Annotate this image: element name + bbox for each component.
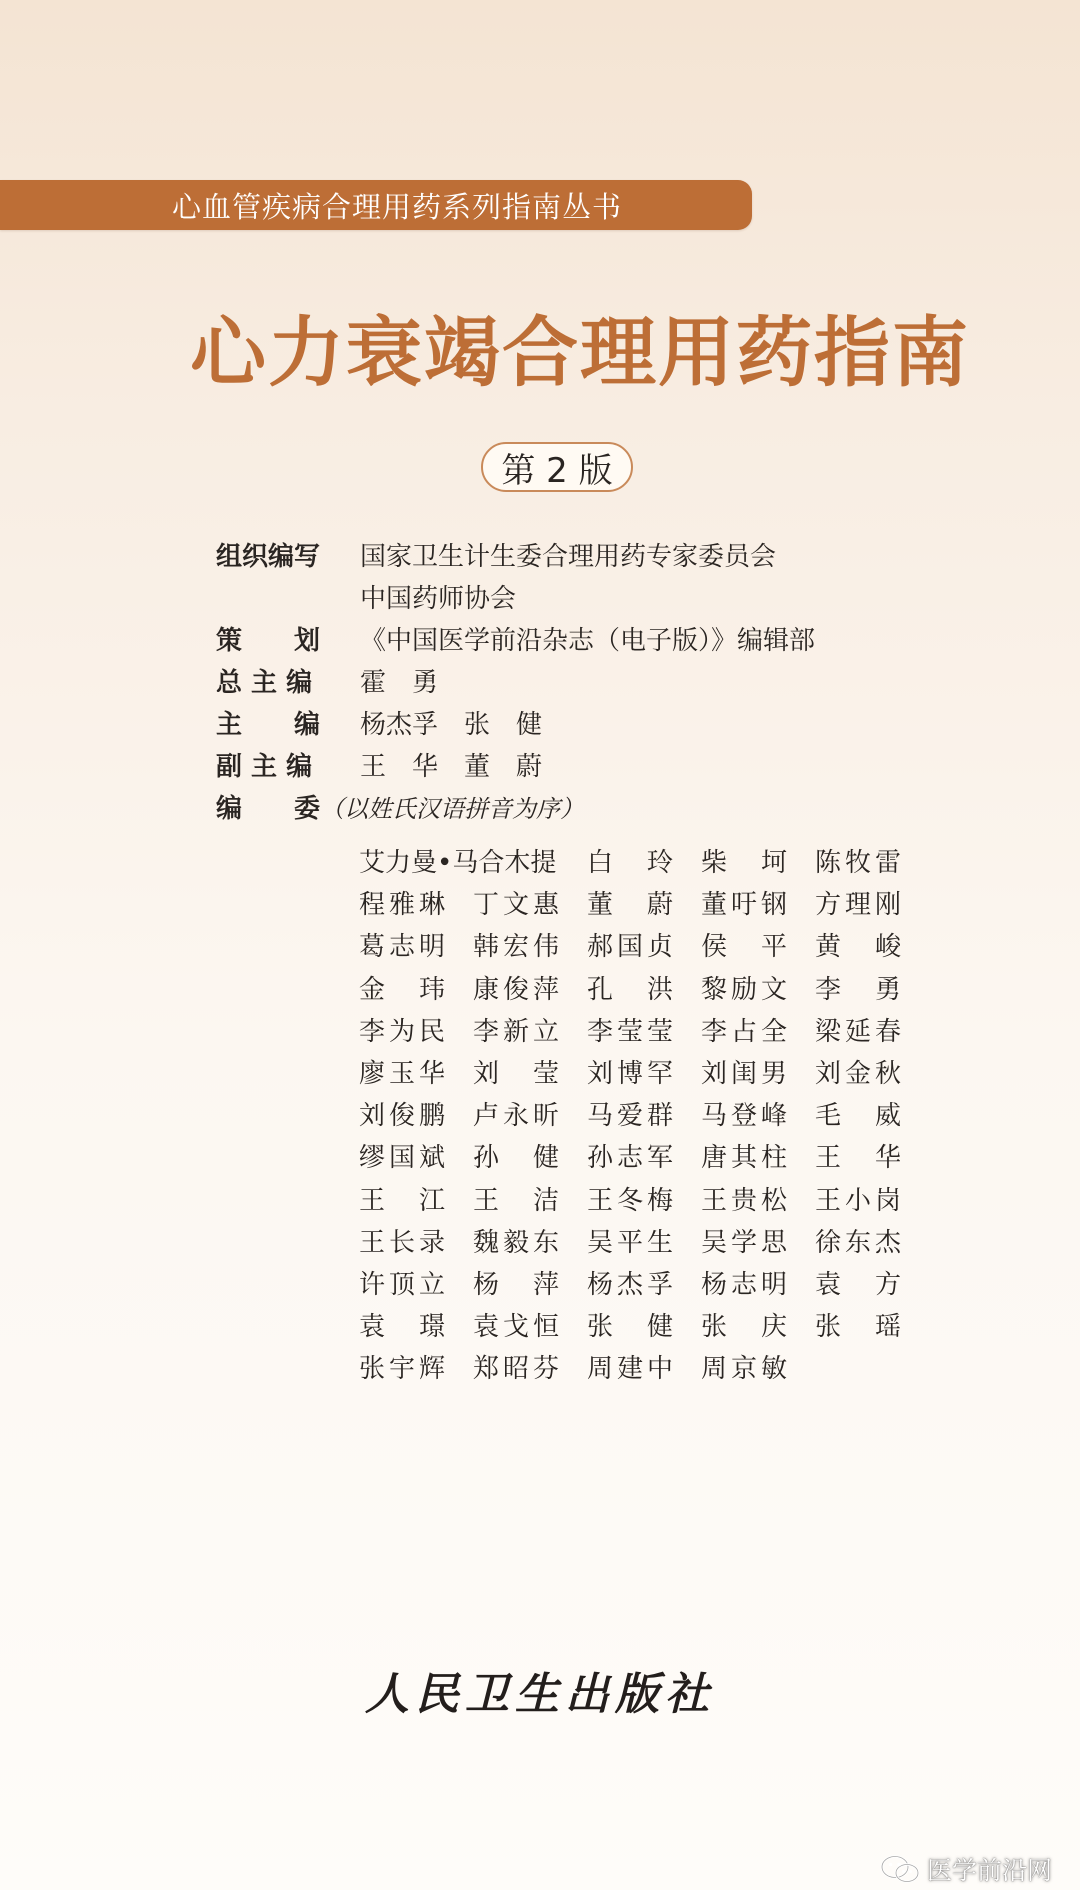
committee-member: 黎励文 <box>701 974 787 1005</box>
committee-member: 廖玉华 <box>359 1058 445 1089</box>
committee-member: 孔 洪 <box>587 974 673 1005</box>
committee-member: 王长录 <box>359 1227 445 1258</box>
committee-member: 王小岗 <box>815 1185 901 1216</box>
committee-member: 白 玲 <box>587 848 673 878</box>
committee-member: 王 华 <box>815 1143 901 1174</box>
committee-member: 王 洁 <box>473 1185 559 1216</box>
committee-member: 杨 萍 <box>473 1269 559 1300</box>
chief-editor-value: 霍 勇 <box>360 668 439 698</box>
committee-member: 康俊萍 <box>473 974 559 1005</box>
committee-member: 吴学思 <box>701 1227 787 1258</box>
committee-member: 刘金秋 <box>815 1058 901 1089</box>
committee-member: 侯 平 <box>701 932 787 963</box>
wechat-icon <box>879 1854 921 1884</box>
editors-value: 杨杰孚 张 健 <box>360 710 543 740</box>
credit-chief-editor <box>216 662 976 704</box>
committee-members-grid <box>359 842 929 1390</box>
publisher-logo: 人民卫生出版社 <box>365 1669 715 1720</box>
committee-member: 唐其柱 <box>701 1143 787 1174</box>
committee-member: 孙志军 <box>587 1143 673 1174</box>
committee-note: （以姓氏汉语拼音为序） <box>320 795 585 823</box>
credits-block <box>216 536 976 830</box>
committee-member: 刘闺男 <box>701 1058 787 1089</box>
credit-planning <box>216 620 976 662</box>
committee-member: 艾力曼•马合木提 <box>359 848 557 878</box>
committee-member: 黄 峻 <box>815 932 901 963</box>
credit-organizer-continued <box>216 578 976 620</box>
committee-member: 袁戈恒 <box>473 1312 559 1343</box>
chief-editor-label: 总 主 编 <box>216 668 313 698</box>
committee-member: 毛 威 <box>815 1101 901 1132</box>
committee-member: 魏毅东 <box>473 1227 559 1258</box>
committee-member: 张 瑶 <box>815 1312 901 1343</box>
edition-badge: 第 2 版 <box>481 442 633 492</box>
committee-member: 李为民 <box>359 1016 445 1047</box>
series-label: 心血管疾病合理用药系列指南丛书 <box>172 189 623 224</box>
committee-member: 刘 莹 <box>473 1058 559 1089</box>
committee-member: 许顶立 <box>359 1269 445 1300</box>
organizer-value-1: 国家卫生计生委合理用药专家委员会 <box>360 542 777 572</box>
committee-member: 丁文惠 <box>473 890 559 921</box>
planning-value: 《中国医学前沿杂志（电子版）》编辑部 <box>360 626 816 656</box>
committee-member: 李莹莹 <box>587 1016 673 1047</box>
credit-committee <box>216 788 976 830</box>
committee-member: 张 健 <box>587 1312 673 1343</box>
committee-member: 王 江 <box>359 1185 445 1216</box>
committee-member: 程雅琳 <box>359 890 445 921</box>
committee-member: 郑昭芬 <box>473 1354 559 1385</box>
deputy-editors-label: 副 主 编 <box>216 752 313 782</box>
committee-member: 杨杰孚 <box>587 1269 673 1300</box>
watermark <box>879 1851 1052 1887</box>
committee-member: 王贵松 <box>701 1185 787 1216</box>
credit-editors <box>216 704 976 746</box>
committee-member: 柴 坷 <box>701 848 787 878</box>
committee-member: 徐东杰 <box>815 1227 901 1258</box>
committee-member: 王冬梅 <box>587 1185 673 1216</box>
series-banner <box>0 180 752 230</box>
committee-member: 李 勇 <box>815 974 901 1005</box>
committee-member: 袁 璟 <box>359 1312 445 1343</box>
committee-member: 马爱群 <box>587 1101 673 1132</box>
committee-member: 周建中 <box>587 1354 673 1385</box>
deputy-editors-value: 王 华 董 蔚 <box>360 752 543 782</box>
book-title: 心力衰竭合理用药指南 <box>190 308 970 397</box>
committee-member: 马登峰 <box>701 1101 787 1132</box>
committee-member: 卢永昕 <box>473 1101 559 1132</box>
watermark-text: 医学前沿网 <box>926 1856 1052 1885</box>
committee-member: 陈牧雷 <box>815 848 901 878</box>
credit-organizer <box>216 536 976 578</box>
organizer-value-2: 中国药师协会 <box>360 584 517 614</box>
committee-member: 韩宏伟 <box>473 932 559 963</box>
credit-deputy-editors <box>216 746 976 788</box>
committee-member: 董 蔚 <box>587 890 673 921</box>
committee-member: 张宇辉 <box>359 1354 445 1385</box>
planning-label: 策 划 <box>216 626 321 656</box>
editors-label: 主 编 <box>216 710 321 740</box>
committee-member: 周京敏 <box>701 1354 787 1385</box>
committee-member: 张 庆 <box>701 1312 787 1343</box>
committee-member: 郝国贞 <box>587 932 673 963</box>
committee-member: 金 玮 <box>359 974 445 1005</box>
committee-member: 吴平生 <box>587 1227 673 1258</box>
committee-member: 梁延春 <box>815 1016 901 1047</box>
committee-member: 袁 方 <box>815 1269 901 1300</box>
committee-member: 李新立 <box>473 1016 559 1047</box>
committee-member: 董吁钢 <box>701 890 787 921</box>
committee-member: 杨志明 <box>701 1269 787 1300</box>
organizer-label: 组织编写 <box>216 542 321 572</box>
committee-member: 方理刚 <box>815 890 901 921</box>
committee-member: 李占全 <box>701 1016 787 1047</box>
committee-member: 缪国斌 <box>359 1143 445 1174</box>
committee-member: 刘博罕 <box>587 1058 673 1089</box>
committee-label: 编 委 <box>216 794 321 824</box>
committee-member: 刘俊鹏 <box>359 1101 445 1132</box>
committee-member: 孙 健 <box>473 1143 559 1174</box>
committee-member: 葛志明 <box>359 932 445 963</box>
